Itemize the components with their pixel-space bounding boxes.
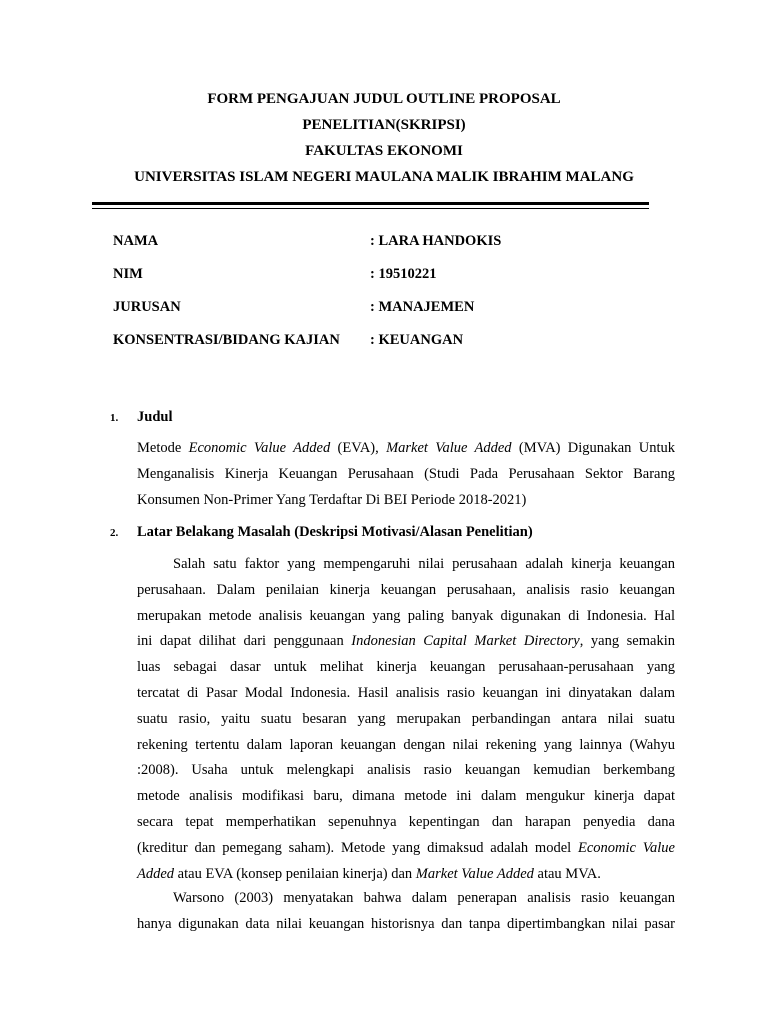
info-row-konsentrasi xyxy=(113,329,673,362)
info-row-nama xyxy=(113,230,673,263)
header-divider-thick xyxy=(92,202,649,205)
text-line: (kreditur dan pemegang saham). Metode yang dimaksud adalah model Economic Value xyxy=(137,839,675,856)
text-line: Salah satu faktor yang mempengaruhi nilai perusahaan adalah kinerja keuangan xyxy=(173,556,675,572)
info-value: : 19510221 xyxy=(370,266,437,282)
section-2-paragraph-2 xyxy=(137,886,675,938)
info-label: NAMA xyxy=(113,233,159,249)
header-line-4: UNIVERSITAS ISLAM NEGERI MAULANA MALIK IBRAHIM MALANG xyxy=(134,169,634,185)
text-line: luas sebagai dasar untuk melihat kinerja keuangan perusahaan-perusahaan yang xyxy=(137,659,675,676)
header-line-1: FORM PENGAJUAN JUDUL OUTLINE PROPOSAL xyxy=(207,91,561,107)
text-line: metode analisis modifikasi baru, dimana metode ini dalam mengukur kinerja dapat xyxy=(137,788,675,805)
form-header xyxy=(0,86,768,190)
text-line: Metode Economic Value Added (EVA), Market Value Added (MVA) Digunakan Untuk xyxy=(137,440,675,456)
text-line: :2008). Usaha untuk melengkapi analisis rasio keuangan kemudian berkembang xyxy=(137,762,675,779)
header-line-3: FAKULTAS EKONOMI xyxy=(305,143,463,159)
header-divider-thin xyxy=(92,208,649,209)
text-line: suatu rasio, yaitu suatu besaran yang merupakan perbandingan antara nilai suatu xyxy=(137,710,675,727)
info-value: : LARA HANDOKIS xyxy=(370,233,502,249)
section-1-body xyxy=(137,436,675,513)
info-label: NIM xyxy=(113,266,143,282)
text-line: rekening tertentu dalam laporan keuangan dengan nilai rekening yang lainnya (Wahyu xyxy=(137,736,675,753)
info-label: JURUSAN xyxy=(113,299,181,315)
text-line: secara tepat memperhatikan sepenuhnya kepentingan dan harapan penyedia dana xyxy=(137,813,675,830)
text-line: hanya digunakan data nilai keuangan historisnya dan tanpa dipertimbangkan nilai pasar xyxy=(137,915,675,932)
section-title: Judul xyxy=(137,409,173,425)
text-line: Warsono (2003) menyatakan bahwa dalam penerapan analisis rasio keuangan xyxy=(173,890,675,906)
student-info xyxy=(113,230,673,362)
header-line-2: PENELITIAN(SKRIPSI) xyxy=(302,117,466,133)
text-line: ini dapat dilihat dari penggunaan Indonesian Capital Market Directory, yang semakin xyxy=(137,633,675,650)
section-2-paragraph-1 xyxy=(137,552,675,887)
text-line: Menganalisis Kinerja Keuangan Perusahaan (Studi Pada Perusahaan Sektor Barang xyxy=(137,465,675,482)
text-line: merupakan metode analisis keuangan yang paling banyak digunakan di Indonesia. Hal xyxy=(137,607,675,624)
section-title: Latar Belakang Masalah (Deskripsi Motivasi/Alasan Penelitian) xyxy=(137,524,533,540)
info-row-nim xyxy=(113,263,673,296)
section-number: 1. xyxy=(110,412,119,424)
info-label: KONSENTRASI/BIDANG KAJIAN xyxy=(113,332,340,348)
text-line: Added atau EVA (konsep penilaian kinerja) dan Market Value Added atau MVA. xyxy=(137,865,601,882)
text-line: Konsumen Non-Primer Yang Terdaftar Di BEI Periode 2018-2021) xyxy=(137,491,527,508)
section-number: 2. xyxy=(110,527,119,539)
info-row-jurusan xyxy=(113,296,673,329)
text-line: tercatat di Pasar Modal Indonesia. Hasil analisis rasio keuangan ini dinyatakan dalam xyxy=(137,684,675,701)
info-value: : MANAJEMEN xyxy=(370,299,475,315)
info-value: : KEUANGAN xyxy=(370,332,464,348)
text-line: perusahaan. Dalam penilaian kinerja keuangan perusahaan, analisis rasio keuangan xyxy=(137,581,675,598)
